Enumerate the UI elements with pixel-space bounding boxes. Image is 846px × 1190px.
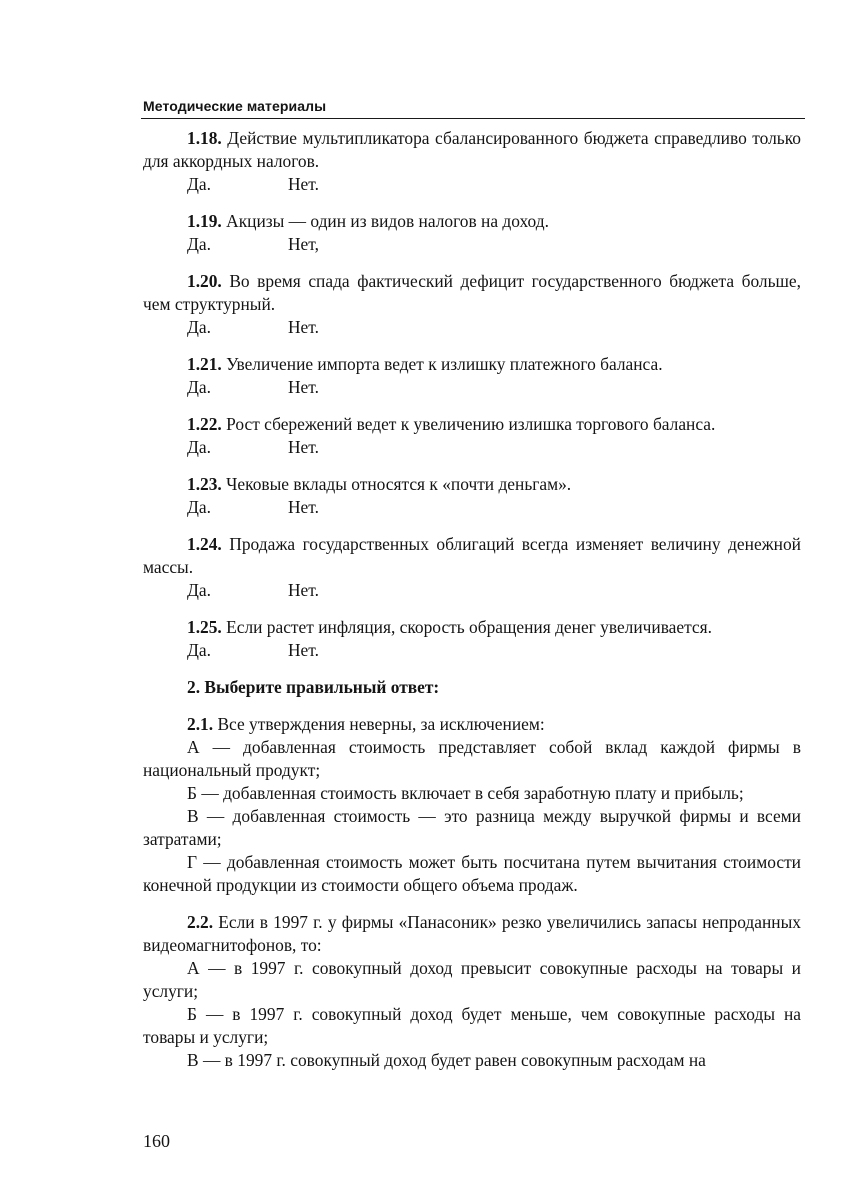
running-head: Методические материалы (143, 98, 327, 114)
answer-options (143, 233, 801, 256)
answer-yes: Да. (187, 497, 211, 517)
section-heading: 2. Выберите правильный ответ: (187, 677, 440, 697)
question-text: Чековые вклады относятся к «почти деньгам». (221, 474, 572, 494)
answer-yes: Да. (187, 580, 211, 600)
question-number: 1.24. (187, 534, 222, 554)
answer-no: Нет. (288, 174, 319, 194)
option-b: Б — в 1997 г. совокупный доход будет меньше, чем совокупные расходы на товары и услуги; (143, 1004, 801, 1047)
answer-options (143, 173, 801, 196)
question-1-18 (143, 127, 801, 196)
answer-options (143, 579, 801, 602)
question-number: 1.19. (187, 211, 222, 231)
question-text: Акцизы — один из видов налогов на доход. (221, 211, 549, 231)
question-text: Все утверждения неверны, за исключением: (213, 714, 545, 734)
answer-yes: Да. (187, 640, 211, 660)
answer-no: Нет, (288, 234, 319, 254)
answer-yes: Да. (187, 437, 211, 457)
question-1-24 (143, 533, 801, 602)
question-1-22 (143, 413, 801, 459)
header-rule (141, 118, 805, 119)
answer-no: Нет. (288, 497, 319, 517)
answer-yes: Да. (187, 317, 211, 337)
question-text: Если в 1997 г. у фирмы «Панасоник» резко увеличились запасы непроданных видеомагнитофонов, то: (143, 912, 801, 955)
question-number: 2.1. (187, 714, 214, 734)
answer-no: Нет. (288, 317, 319, 337)
answer-yes: Да. (187, 174, 211, 194)
answer-options (143, 376, 801, 399)
question-text: Рост сбережений ведет к увеличению излишка торгового баланса. (221, 414, 716, 434)
question-number: 1.25. (187, 617, 222, 637)
page-content (143, 127, 801, 1086)
question-text: Действие мультипликатора сбалансированного бюджета справедливо только для аккордных налогов. (143, 128, 801, 171)
question-number: 1.20. (187, 271, 222, 291)
answer-options (143, 639, 801, 662)
question-text: Продажа государственных облигаций всегда изменяет величину денежной массы. (143, 534, 801, 577)
question-text: Если растет инфляция, скорость обращения денег увеличивается. (221, 617, 712, 637)
question-number: 2.2. (187, 912, 214, 932)
option-c: В — добавленная стоимость — это разница между выручкой фирмы и всеми затратами; (143, 806, 801, 849)
question-text: Увеличение импорта ведет к излишку платежного баланса. (221, 354, 663, 374)
answer-yes: Да. (187, 377, 211, 397)
answer-no: Нет. (288, 580, 319, 600)
page-number: 160 (143, 1131, 170, 1151)
option-c: В — в 1997 г. совокупный доход будет равен совокупным расходам на (187, 1050, 706, 1070)
question-1-25 (143, 616, 801, 662)
question-1-19 (143, 210, 801, 256)
question-1-20 (143, 270, 801, 339)
option-d: Г — добавленная стоимость может быть посчитана путем вычитания стоимости конечной продукции из стоимости общего объема продаж. (143, 852, 801, 895)
answer-no: Нет. (288, 640, 319, 660)
answer-no: Нет. (288, 437, 319, 457)
option-a: А — в 1997 г. совокупный доход превысит совокупные расходы на товары и услуги; (143, 958, 801, 1001)
question-number: 1.21. (187, 354, 222, 374)
answer-yes: Да. (187, 234, 211, 254)
answer-options (143, 436, 801, 459)
answer-no: Нет. (288, 377, 319, 397)
option-b: Б — добавленная стоимость включает в себя заработную плату и прибыль; (187, 783, 744, 803)
answer-options (143, 496, 801, 519)
question-1-21 (143, 353, 801, 399)
question-number: 1.22. (187, 414, 222, 434)
question-number: 1.18. (187, 128, 222, 148)
question-2-1 (143, 713, 801, 897)
option-a: А — добавленная стоимость представляет собой вклад каждой фирмы в национальный продукт; (143, 737, 801, 780)
question-text: Во время спада фактический дефицит государственного бюджета больше, чем структурный. (143, 271, 801, 314)
answer-options (143, 316, 801, 339)
question-number: 1.23. (187, 474, 222, 494)
question-1-23 (143, 473, 801, 519)
question-2-2 (143, 911, 801, 1072)
